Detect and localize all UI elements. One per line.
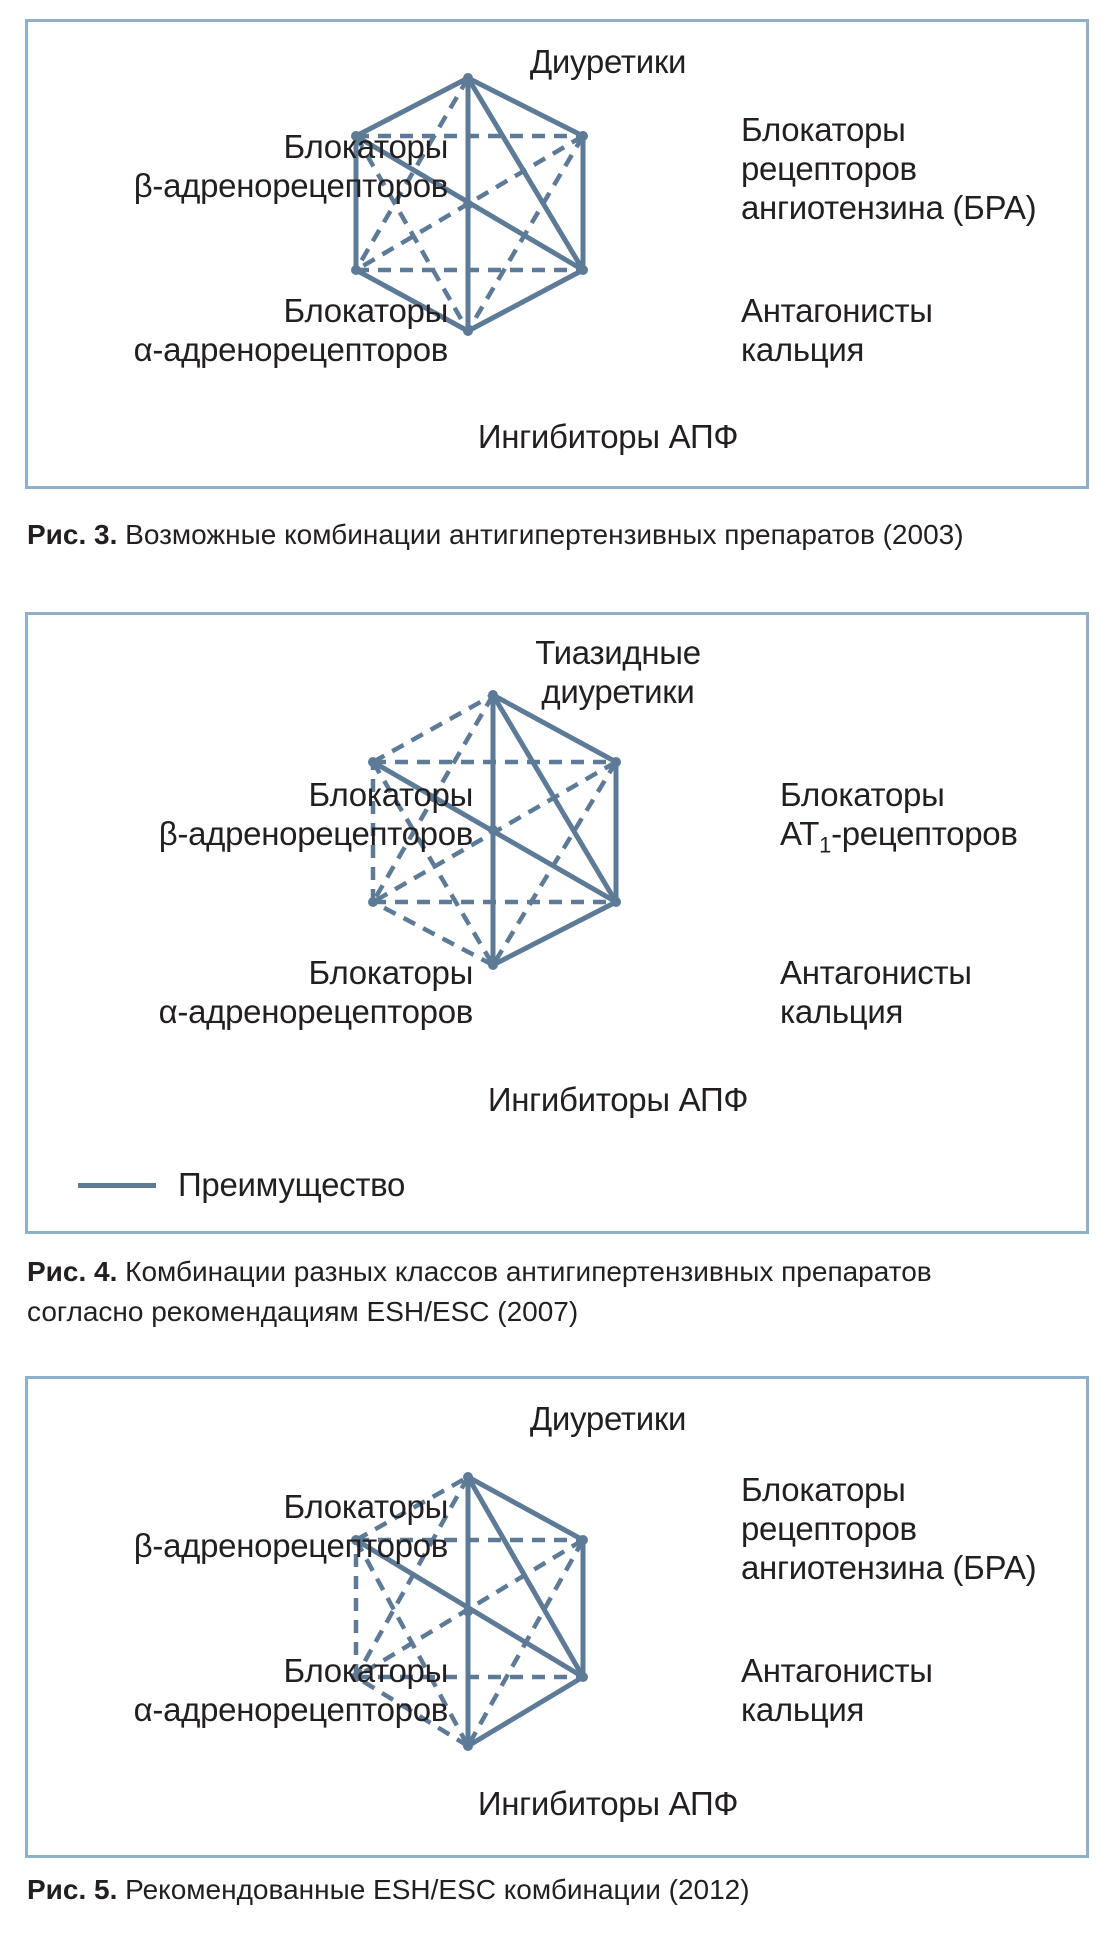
figure-4-caption-text-2: согласно рекомендациям ESH/ESC (2007) <box>27 1296 579 1327</box>
vertex-upper-left-dot <box>368 757 378 767</box>
node-alpha-blockers-label: Блокаторы α-адренорецепторов <box>133 292 448 368</box>
node-beta-blockers-label: Блокаторы β-адренорецепторов <box>133 1488 448 1564</box>
vertex-bottom-dot <box>463 1741 473 1751</box>
vertex-top-dot <box>463 1472 473 1482</box>
figure-3-caption <box>27 515 964 555</box>
figure-3-caption-number: Рис. 3. <box>27 519 118 550</box>
node-diuretics-label: Диуретики <box>529 1400 687 1437</box>
at-suffix: -рецепторов <box>831 815 1018 852</box>
node-calcium-antagonists-label: Антагонисты кальция <box>780 954 972 1030</box>
figure-3-caption-text: Возможные комбинации антигипертензивных препаратов (2003) <box>117 519 964 550</box>
vertex-upper-right-dot <box>578 131 588 141</box>
legend-label: Преимущество <box>178 1166 406 1203</box>
figure-4-caption <box>27 1252 932 1332</box>
node-diuretics-label: Диуретики <box>529 43 687 80</box>
figure-4-panel <box>25 612 1089 1234</box>
legend-solid-line <box>78 1183 156 1188</box>
node-arb-label: Блокаторы рецепторов ангиотензина (БРА) <box>741 111 1037 226</box>
at-subscript: 1 <box>819 832 832 858</box>
vertex-lower-right-dot <box>578 265 588 275</box>
vertex-lower-left-dot <box>368 897 378 907</box>
figure-5-caption <box>27 1870 750 1910</box>
figure-5-caption-text: Рекомендованные ESH/ESC комбинации (2012) <box>117 1874 750 1905</box>
node-thiazide-diuretics-label: Тиазидные диуретики <box>535 634 701 710</box>
vertex-upper-right-dot <box>611 757 621 767</box>
node-ace-inhibitors-label: Ингибиторы АПФ <box>487 1081 749 1118</box>
figure-5-caption-number: Рис. 5. <box>27 1874 118 1905</box>
node-beta-blockers-label: Блокаторы β-адренорецепторов <box>158 776 473 852</box>
at-prefix: AT <box>780 815 820 852</box>
node-alpha-blockers-label: Блокаторы α-адренорецепторов <box>158 954 473 1030</box>
vertex-bottom-dot <box>488 960 498 970</box>
solid-edge-lower-right-to-bottom <box>468 270 583 331</box>
vertex-lower-right-dot <box>578 1672 588 1682</box>
node-calcium-antagonists-label: Антагонисты кальция <box>741 292 933 368</box>
vertex-upper-right-dot <box>578 1535 588 1545</box>
vertex-bottom-dot <box>463 326 473 336</box>
center-intersection-dot <box>463 1607 473 1617</box>
vertex-lower-left-dot <box>351 265 361 275</box>
figure-3-panel <box>25 19 1089 489</box>
center-intersection-dot <box>463 200 473 210</box>
node-ace-inhibitors-label: Ингибиторы АПФ <box>477 1785 739 1822</box>
figure-5-panel <box>25 1376 1089 1858</box>
center-intersection-dot <box>488 825 498 835</box>
figure-4-caption-text-1: Комбинации разных классов антигипертензивных препаратов <box>117 1256 932 1287</box>
node-at1-blockers-label: Блокаторы $AT_1$-рецепторов <box>780 776 1018 858</box>
node-beta-blockers-label: Блокаторы β-адренорецепторов <box>133 128 448 204</box>
solid-edge-lower-right-to-bottom <box>468 1677 583 1746</box>
vertex-lower-right-dot <box>611 897 621 907</box>
node-ace-inhibitors-label: Ингибиторы АПФ <box>477 418 739 455</box>
node-alpha-blockers-label: Блокаторы α-адренорецепторов <box>133 1652 448 1728</box>
node-calcium-antagonists-label: Антагонисты кальция <box>741 1652 933 1728</box>
node-arb-label: Блокаторы рецепторов ангиотензина (БРА) <box>741 1471 1037 1586</box>
figure-4-caption-number: Рис. 4. <box>27 1256 118 1287</box>
